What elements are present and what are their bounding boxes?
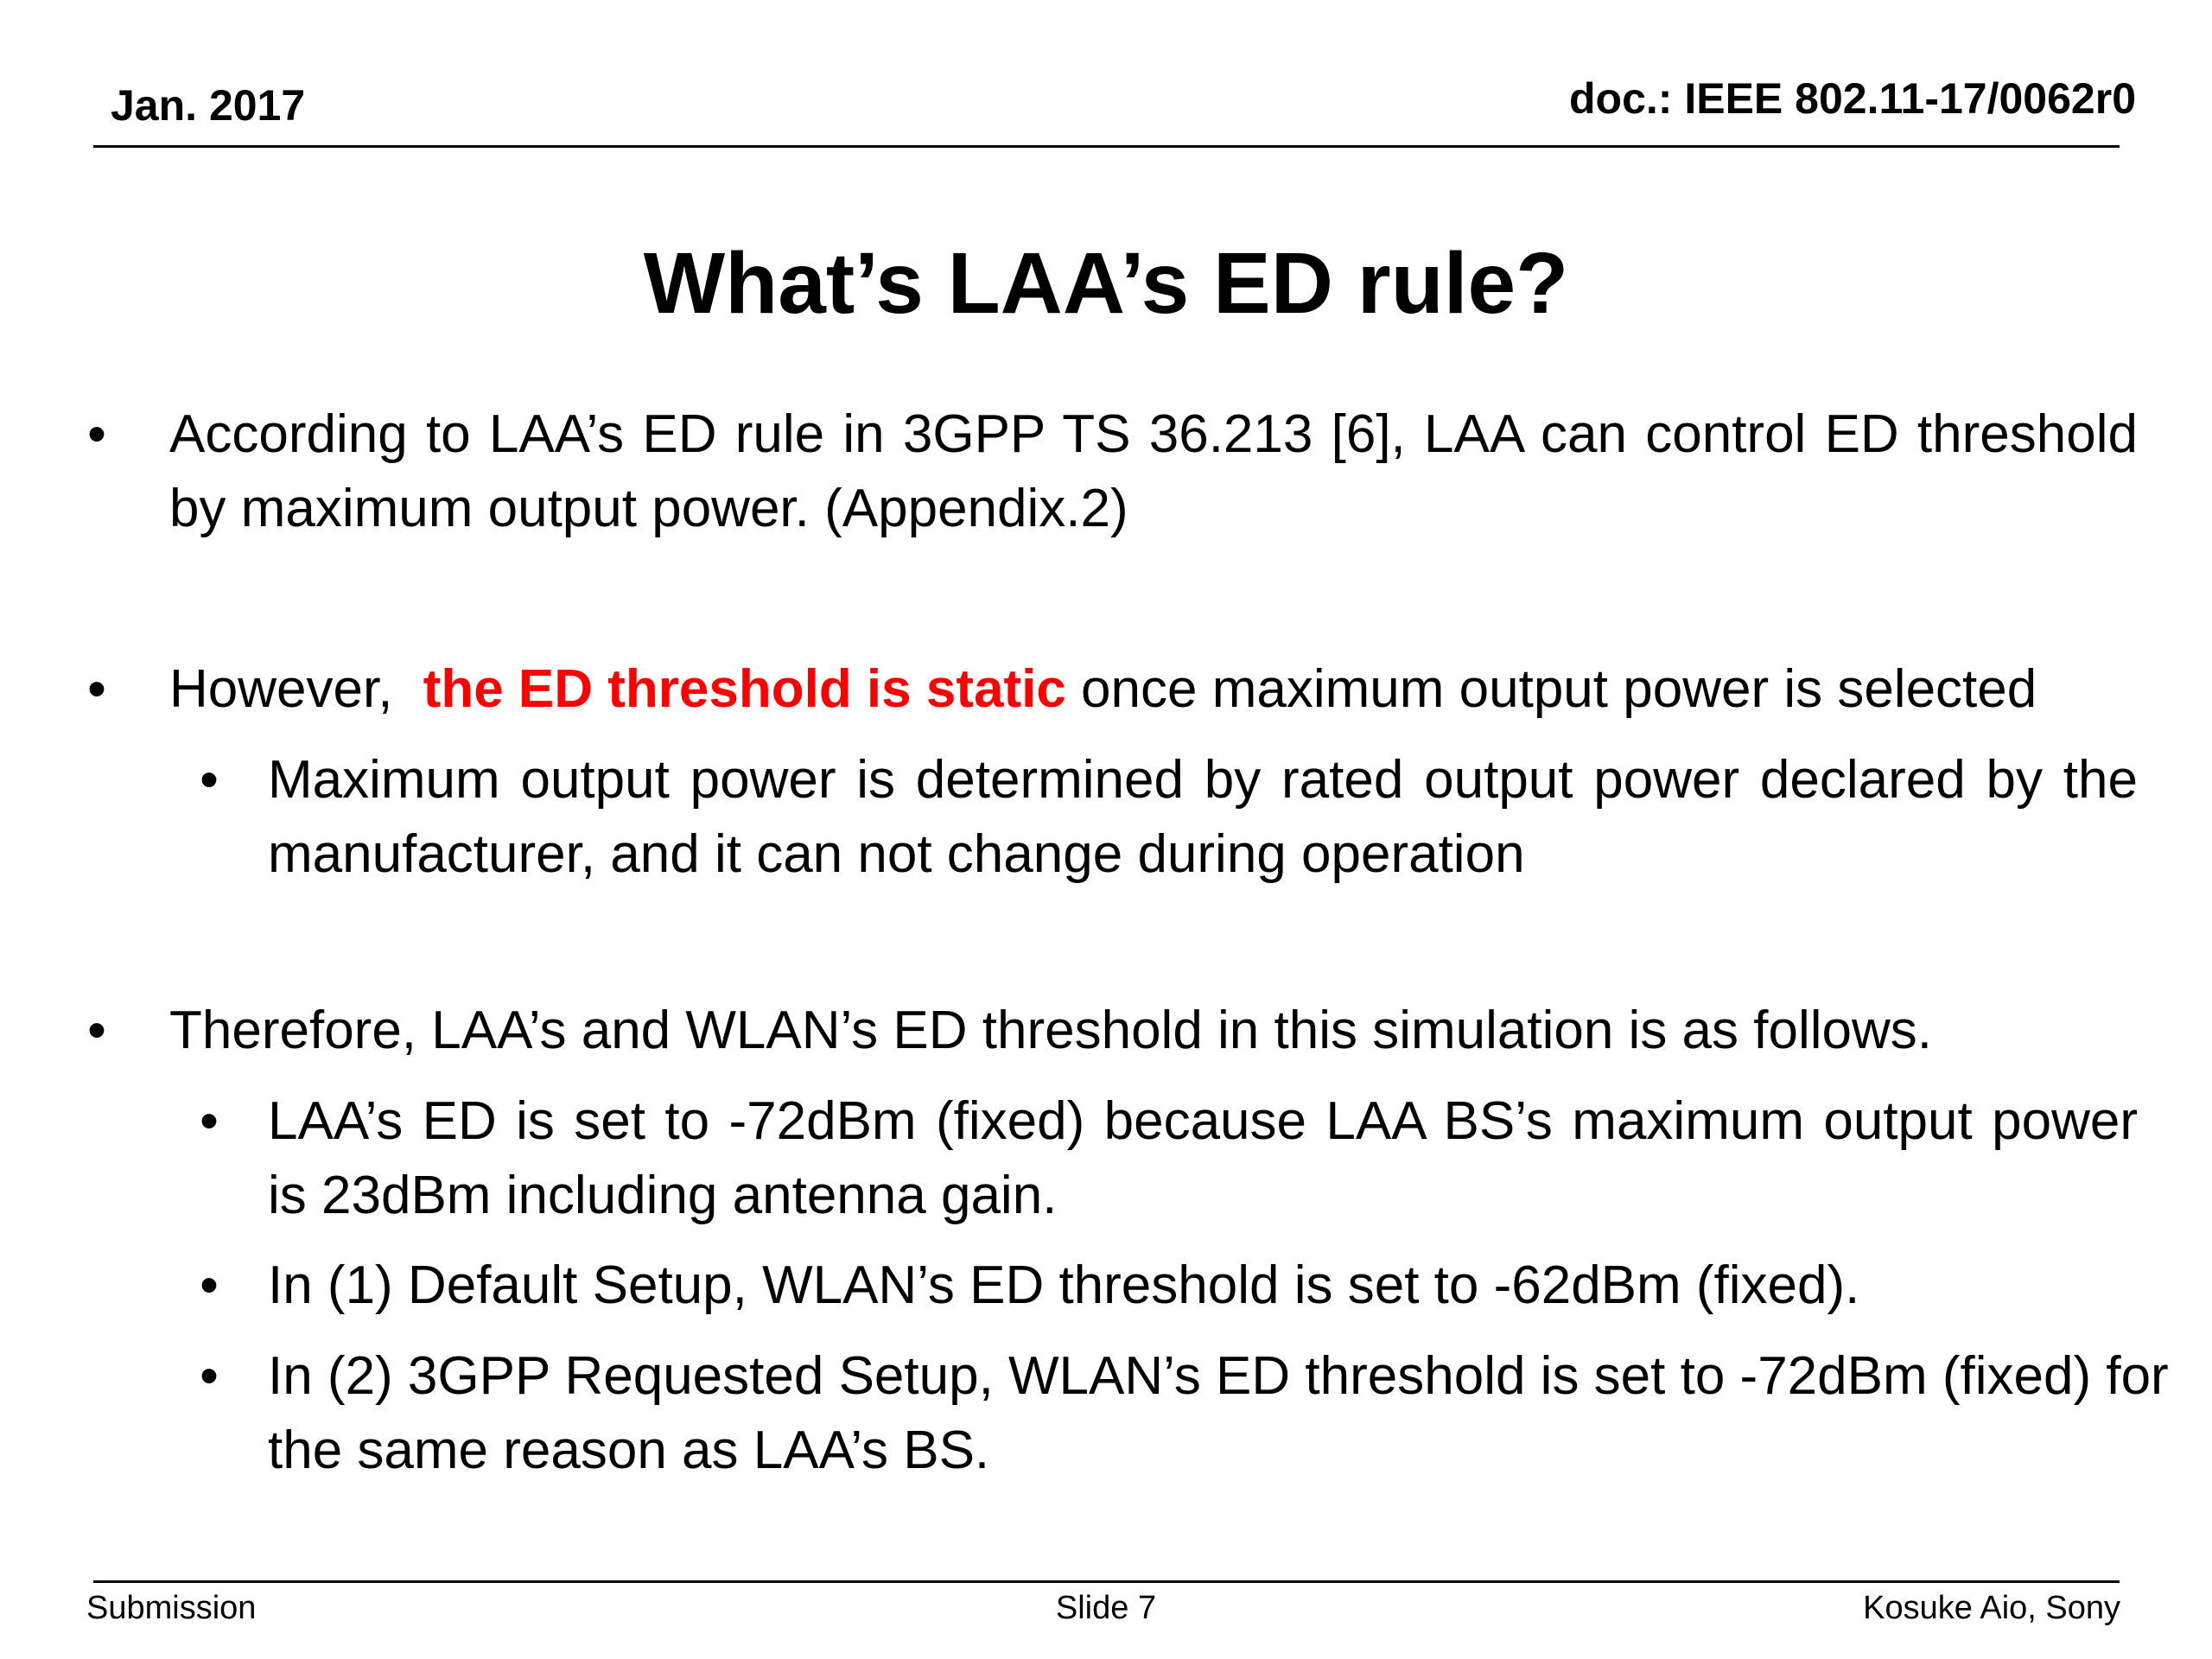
bullet-text: Therefore, LAA’s and WLAN’s ED threshold in this simulation is as follows. — [169, 1001, 1933, 1060]
footer-author: Kosuke Aio, Sony — [1863, 1590, 2120, 1626]
sub-bullet-dot: • — [200, 1091, 219, 1151]
footer-submission: Submission — [86, 1590, 257, 1626]
header-date: Jan. 2017 — [111, 81, 306, 130]
sub-bullet-text: LAA’s ED is set to -72dBm (fixed) because LAA BS’s maximum output power is 23dBm including antenna gain. — [268, 1091, 2138, 1225]
slide-title: What’s LAA’s ED rule? — [643, 235, 1569, 332]
sub-bullet-text: In (1) Default Setup, WLAN’s ED threshold is set to -62dBm (fixed). — [268, 1255, 1860, 1315]
bullet-text — [169, 652, 2138, 727]
bullet-prefix: However, — [169, 659, 408, 719]
header-divider — [93, 145, 2120, 148]
footer-divider — [93, 1580, 2120, 1583]
footer-slide-number: Slide 7 — [1055, 1590, 1157, 1626]
sub-bullet-dot: • — [200, 1255, 219, 1315]
sub-bullet-text: Maximum output power is determined by rated output power declared by the manufacturer, and it can not change during operation — [268, 750, 2138, 884]
bullet-dot: • — [87, 659, 106, 719]
bullet-dot: • — [87, 404, 106, 464]
highlight-text: the ED threshold is static — [423, 659, 1066, 719]
sub-bullet-dot: • — [200, 750, 219, 810]
bullet-dot: • — [87, 1001, 106, 1060]
header-doc-id: doc.: IEEE 802.11-17/0062r0 — [1569, 74, 2136, 123]
sub-bullet-text: In (2) 3GPP Requested Setup, WLAN’s ED threshold is set to -72dBm (fixed) for the same reason as LAA’s BS. — [268, 1346, 2169, 1480]
bullet-suffix: once maximum output power is selected — [1065, 659, 2037, 719]
sub-bullet-dot: • — [200, 1346, 219, 1406]
bullet-text: According to LAA’s ED rule in 3GPP TS 36.213 [6], LAA can control ED threshold by maximum output power. (Appendix.2) — [169, 404, 2138, 538]
